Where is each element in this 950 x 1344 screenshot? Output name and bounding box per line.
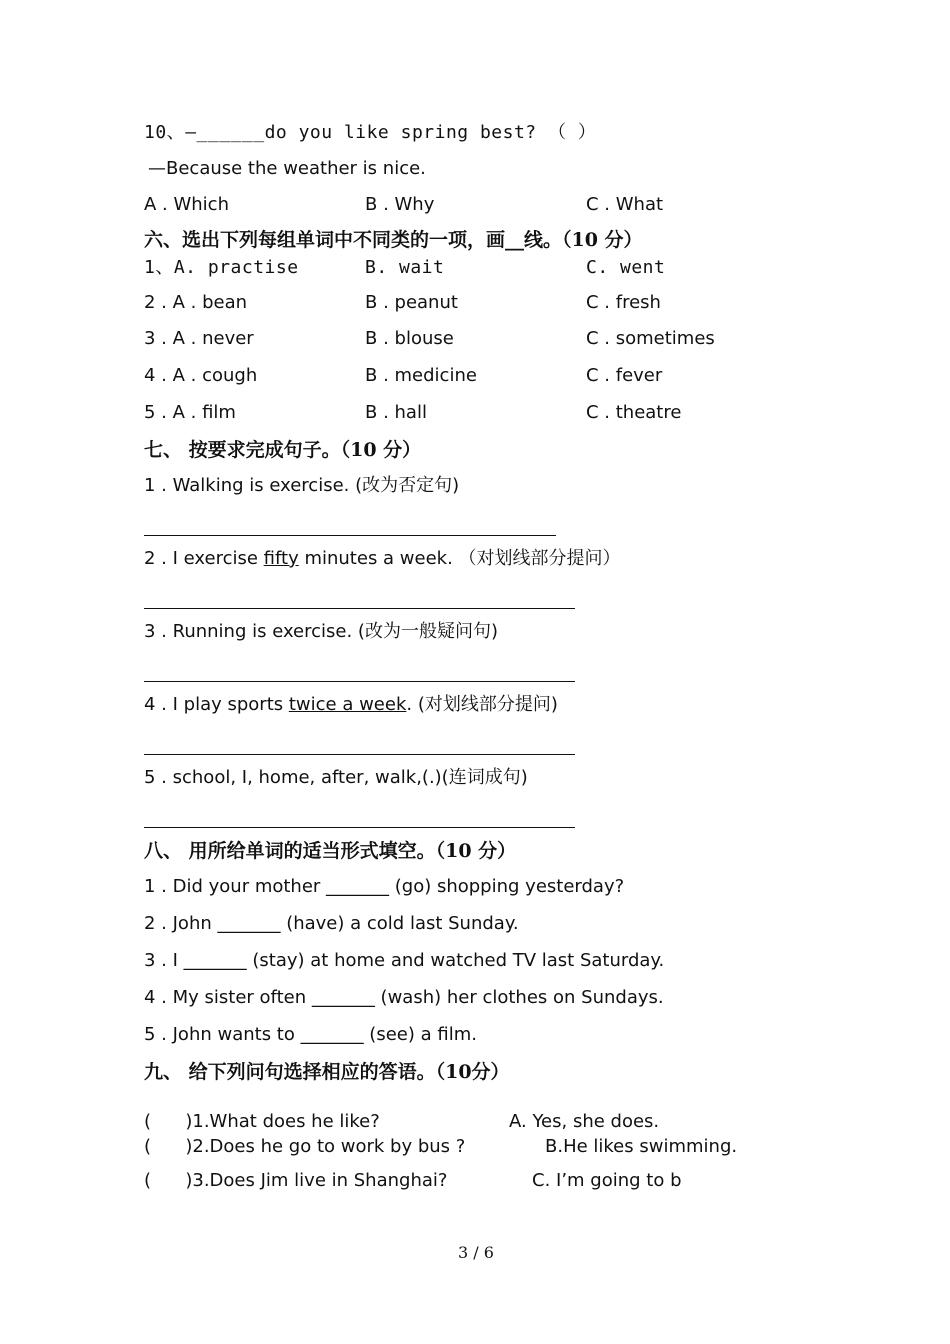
section7-item-4: 4 . I play sports twice a week. (对划线部分提问) — [144, 694, 558, 715]
section6-row1-b: B. wait — [365, 257, 445, 278]
section7-item-3: 3 . Running is exercise. (改为一般疑问句) — [144, 621, 498, 642]
section8-item-2: 2 . John _______ (have) a cold last Sunday. — [144, 913, 519, 934]
q10-answer: —Because the weather is nice. — [148, 158, 426, 179]
section7-item-5: 5 . school, I, home, after, walk,(.)(连词成句) — [144, 767, 528, 788]
section6-row3-c: C . sometimes — [586, 328, 715, 349]
section6-row4-c: C . fever — [586, 365, 663, 386]
answer-line-5 — [144, 827, 575, 828]
section6-row3-a: 3 . A . never — [144, 328, 254, 349]
section7-item-2: 2 . I exercise fifty minutes a week. （对划线部分提问） — [144, 548, 621, 569]
section9-question-3: ( )3.Does Jim live in Shanghai? — [144, 1170, 448, 1191]
section6-row4-b: B . medicine — [365, 365, 477, 386]
section9-question-2: ( )2.Does he go to work by bus ? — [144, 1136, 466, 1157]
section6-row3-b: B . blouse — [365, 328, 454, 349]
answer-line-1 — [144, 535, 556, 536]
section8-item-5: 5 . John wants to _______ (see) a film. — [144, 1024, 477, 1045]
answer-line-2 — [144, 608, 575, 609]
section9-answer-b: B.He likes swimming. — [545, 1136, 738, 1157]
q10-option-b: B . Why — [365, 194, 435, 215]
section8-title: 八、 用所给单词的适当形式填空。（10 分） — [144, 840, 517, 862]
section9-title: 九、 给下列问句选择相应的答语。（10分） — [144, 1061, 510, 1083]
section6-row2-b: B . peanut — [365, 292, 458, 313]
q10-option-c: C . What — [586, 194, 664, 215]
section9-answer-c: C. I’m going to b — [532, 1170, 682, 1191]
answer-line-4 — [144, 754, 575, 755]
section6-row5-c: C . theatre — [586, 402, 682, 423]
q10-question: 10、—______do you like spring best? （ ） — [144, 122, 597, 143]
section6-row5-a: 5 . A . film — [144, 402, 236, 423]
section8-item-1: 1 . Did your mother _______ (go) shopping yesterday? — [144, 876, 625, 897]
section6-title: 六、选出下列每组单词中不同类的一项，画__线。（10 分） — [144, 229, 643, 251]
section8-item-3: 3 . I _______ (stay) at home and watched TV last Saturday. — [144, 950, 665, 971]
section7-title: 七、 按要求完成句子。（10 分） — [144, 439, 422, 461]
section6-row5-b: B . hall — [365, 402, 427, 423]
section6-row2-c: C . fresh — [586, 292, 661, 313]
section8-item-4: 4 . My sister often _______ (wash) her clothes on Sundays. — [144, 987, 664, 1008]
answer-line-3 — [144, 681, 575, 682]
q10-option-a: A . Which — [144, 194, 229, 215]
section9-answer-a: A. Yes, she does. — [509, 1111, 660, 1132]
section7-item-1: 1 . Walking is exercise. (改为否定句) — [144, 475, 460, 496]
section6-row2-a: 2 . A . bean — [144, 292, 248, 313]
section6-row1-c: C. went — [586, 257, 666, 278]
page-number: 3 / 6 — [458, 1243, 494, 1262]
section6-row4-a: 4 . A . cough — [144, 365, 258, 386]
section9-question-1: ( )1.What does he like? — [144, 1111, 380, 1132]
section6-row1-a: 1、A. practise — [144, 257, 299, 278]
